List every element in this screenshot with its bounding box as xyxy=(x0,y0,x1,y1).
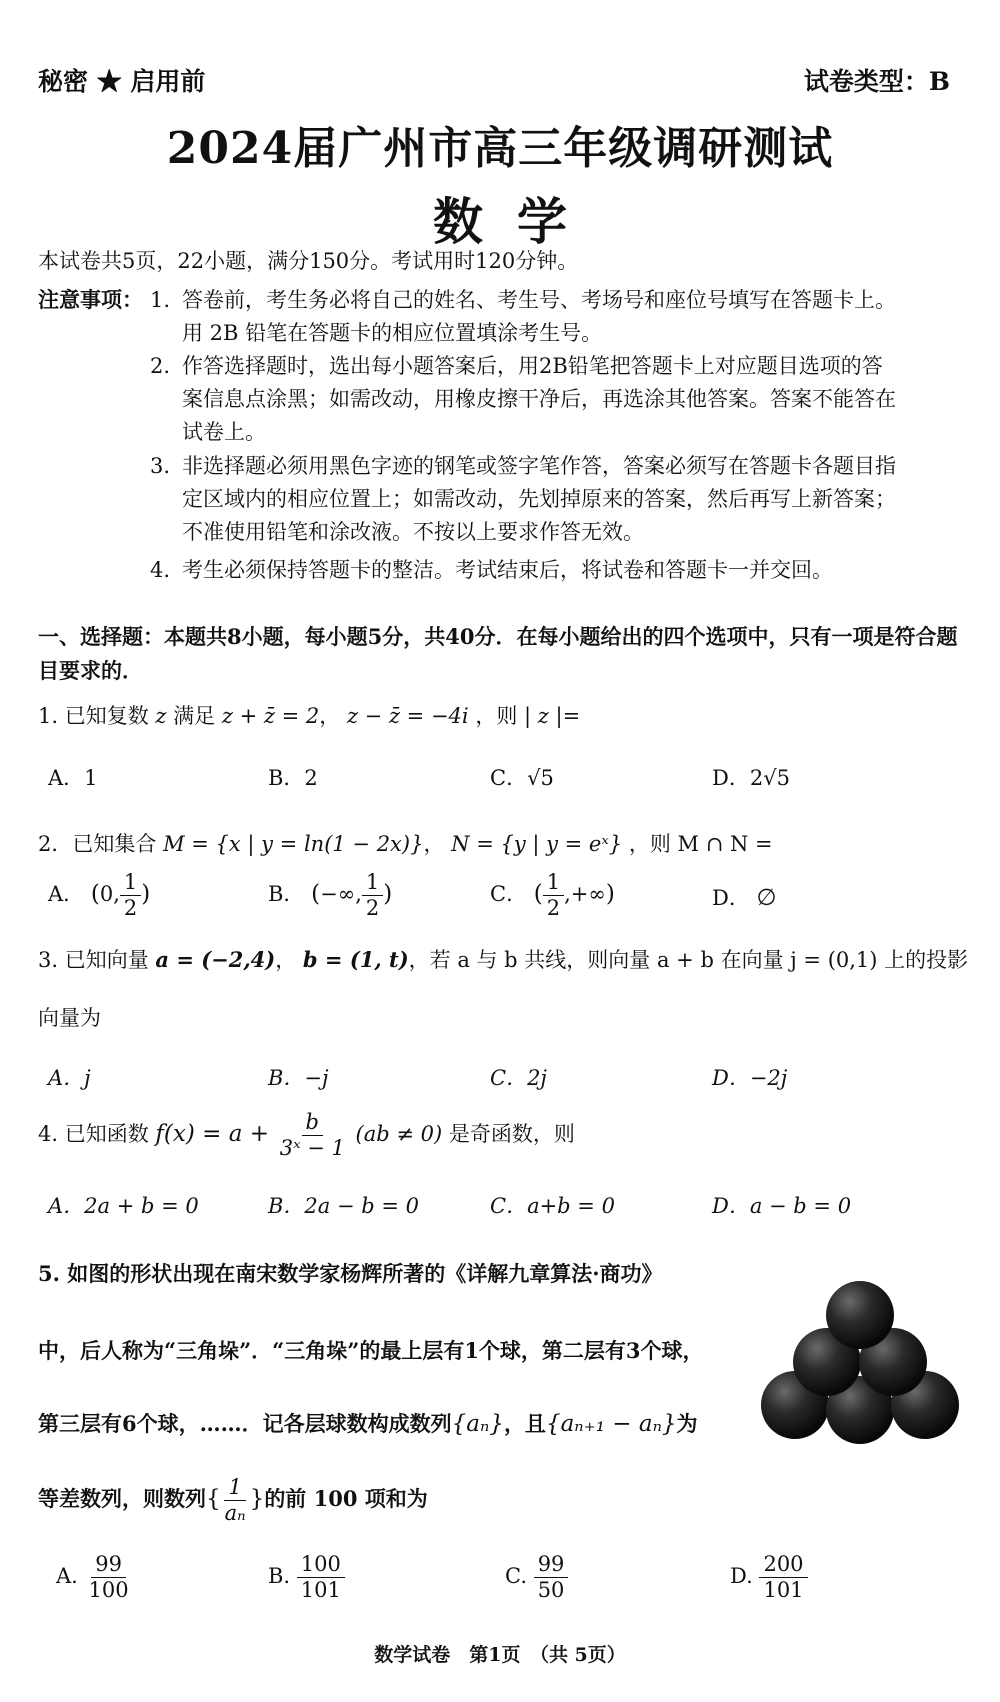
question-2-stem: 2．已知集合 M = {x | y = ln(1 − 2x)}， N = {y | y = eˣ} ，则 M ∩ N = xyxy=(38,832,773,856)
paper-type-label: 试卷类型：B xyxy=(803,67,950,96)
q4-option-a: A．2a + b = 0 xyxy=(48,1194,199,1218)
q3-stem-1: 3. 已知向量 xyxy=(38,948,149,972)
subject-title: 数学 xyxy=(433,192,601,251)
option-fraction xyxy=(759,1552,807,1603)
option-label: C. xyxy=(505,1564,527,1589)
q5-line-4: 等差数列，则数列{ $\frac{1}{\text{aₙ}}$ }的前 100 项和为 xyxy=(38,1475,428,1526)
note-4 xyxy=(150,554,930,587)
q3-option-d: D．−2j xyxy=(712,1066,788,1090)
secret-label: 秘密 ★ 启用前 xyxy=(38,67,206,96)
q5-line-1: 5. 如图的形状出现在南宋数学家杨辉所著的《详解九章算法·商功》 xyxy=(38,1261,663,1286)
q5-sequence-a: {aₙ} xyxy=(451,1411,504,1437)
q3-vector-b: b = (1, t) xyxy=(302,947,409,972)
option-numerator: 100 xyxy=(297,1552,345,1578)
option-fraction xyxy=(534,1552,569,1603)
q5-option-b xyxy=(268,1552,345,1603)
exam-intro: 本试卷共5页，22小题，满分150分。考试用时120分钟。 xyxy=(38,249,579,273)
q5-line-3-pre: 第三层有6个球，……．记各层球数构成数列 xyxy=(38,1411,452,1436)
question-3-stem: 3. 已知向量 a = (−2,4)， b = (1, t)，若 a 与 b 共线，则向量 a + b 在向量 j = (0,1) 上的投影 xyxy=(38,947,969,972)
note-3 xyxy=(150,450,930,549)
option-denominator: 101 xyxy=(763,1578,804,1603)
q5-line-3-mid: ，且 xyxy=(503,1411,546,1436)
option-denominator: 101 xyxy=(300,1578,341,1603)
note-text: 非选择题必须用黑色字迹的钢笔或签字笔作答，答案必须写在答题卡各题目指定区域内的相应位置上；如需改动，先划掉原来的答案，然后再写上新答案；不准使用铅笔和涂改液。不按以上要求作答无效。 xyxy=(182,454,896,544)
q5-numerator: 1 xyxy=(224,1475,245,1501)
question-4-stem xyxy=(38,1110,575,1161)
option-label: A. xyxy=(56,1564,78,1589)
q3-stem-2: ，若 a 与 b 共线，则向量 a + b 在向量 j = (0,1) 上的投影 xyxy=(408,948,969,972)
notes-label: 注意事项： xyxy=(38,287,143,312)
q2-option-d xyxy=(712,882,777,912)
q4-fraction xyxy=(276,1110,349,1161)
q5-line-3 xyxy=(38,1408,758,1438)
note-2 xyxy=(150,350,930,449)
q4-stem-pre: 4. 已知函数 xyxy=(38,1122,149,1147)
option-denominator: 100 xyxy=(88,1578,129,1603)
q5-denominator: aₙ xyxy=(224,1501,246,1526)
q1-condition-1: z + z̄ = 2 xyxy=(221,704,320,728)
q2-option-b: B． (−∞, $\frac{1}{2}$ ) xyxy=(268,870,393,921)
note-number: 4. xyxy=(150,558,171,582)
q5-sequence-diff: {aₙ₊₁ − aₙ} xyxy=(545,1411,677,1437)
q1-stem-post: ，则 xyxy=(475,704,518,728)
q2-set-m: M = {x | y = ln(1 − 2x)} xyxy=(163,832,424,856)
option-label: D． xyxy=(712,886,750,910)
q3-vector-a: a = (−2,4) xyxy=(155,947,276,972)
q1-option-b: B．2 xyxy=(268,766,318,790)
option-fraction xyxy=(297,1552,345,1603)
q4-stem-post: 是奇函数，则 xyxy=(448,1122,575,1147)
q4-condition: (ab ≠ 0) xyxy=(355,1122,443,1147)
q5-line-2: 中，后人称为“三角垛”．“三角垛”的最上层有1个球，第二层有3个球， xyxy=(38,1338,704,1363)
q4-option-b: B．2a − b = 0 xyxy=(268,1194,420,1218)
section-heading: 一、选择题：本题共8小题，每小题5分，共40分．在每小题给出的四个选项中，只有一项是符合题目要求的． xyxy=(38,624,958,683)
q5-line-4-post: 的前 100 项和为 xyxy=(264,1486,428,1512)
q2-option-c: C． ( $\frac{1}{2}$ ,+∞) xyxy=(490,870,615,921)
q2-set-n: N = {y | y = eˣ} xyxy=(451,832,623,856)
q3-option-b: B．−j xyxy=(268,1066,329,1090)
q5-line-3-post: 为 xyxy=(676,1411,698,1436)
note-text: 答卷前，考生务必将自己的姓名、考生号、考场号和座位号填写在答题卡上。用 2B 铅笔在答题卡的相应位置填涂考生号。 xyxy=(182,288,896,345)
option-label: D. xyxy=(730,1564,753,1589)
q4-numerator: b xyxy=(302,1110,323,1136)
option-denominator: 50 xyxy=(537,1578,565,1603)
q5-option-d xyxy=(730,1552,808,1603)
q2-option-a: A． (0, $\frac{1}{2}$ ) xyxy=(48,870,151,921)
q2-stem-pre: 2．已知集合 xyxy=(38,832,157,856)
empty-set-symbol: ∅ xyxy=(756,885,777,911)
option-label: B. xyxy=(268,1564,291,1589)
triangular-pile-illustration xyxy=(755,1270,965,1450)
option-label: C． xyxy=(490,882,528,907)
q3-option-c: C．2j xyxy=(490,1066,547,1090)
note-text: 考生必须保持答题卡的整洁。考试结束后，将试卷和答题卡一并交回。 xyxy=(182,558,833,582)
q5-reciprocal-fraction xyxy=(221,1475,250,1526)
q1-condition-2: z − z̄ = −4i xyxy=(346,704,469,728)
note-text: 作答选择题时，选出每小题答案后，用2B铅笔把答题卡上对应题目选项的答案信息点涂黑；如需改动，用橡皮擦干净后，再选涂其他答案。答案不能答在试卷上。 xyxy=(182,354,896,444)
q4-option-c: C．a+b = 0 xyxy=(490,1194,615,1218)
q4-denominator: 3ˣ − 1 xyxy=(279,1136,345,1161)
note-1 xyxy=(150,284,930,350)
q1-ask: | z |= xyxy=(524,704,581,728)
q1-var: z xyxy=(155,704,167,728)
q3-stem-3: 向量为 xyxy=(38,1006,101,1030)
note-number: 1. xyxy=(150,288,171,312)
q5-option-a xyxy=(56,1552,133,1603)
q1-stem-pre: 1. 已知复数 xyxy=(38,704,149,728)
note-number: 2. xyxy=(150,354,171,378)
q2-stem-post: ，则 M ∩ N = xyxy=(628,832,773,856)
q5-option-c xyxy=(505,1552,568,1603)
option-label: B． xyxy=(268,882,305,907)
q1-option-a: A．1 xyxy=(48,766,98,790)
q5-line-4-pre: 等差数列，则数列 xyxy=(38,1486,206,1512)
q3-option-a: A．j xyxy=(48,1066,91,1090)
q1-option-d: D．2√5 xyxy=(712,766,790,790)
option-numerator: 200 xyxy=(759,1552,807,1578)
ball xyxy=(826,1281,894,1349)
exam-title: 2024届广州市高三年级调研测试 xyxy=(166,123,834,174)
note-number: 3. xyxy=(150,454,171,478)
option-numerator: 99 xyxy=(91,1552,126,1578)
question-1-stem: 1. 已知复数 z 满足 z + z̄ = 2， z − z̄ = −4i ，则 | z |= xyxy=(38,704,581,728)
q4-function: f(x) = a + xyxy=(155,1121,270,1148)
q1-stem-mid: 满足 xyxy=(173,704,216,728)
q1-option-c: C．√5 xyxy=(490,766,554,790)
option-label: A． xyxy=(48,882,85,907)
q4-option-d: D．a − b = 0 xyxy=(712,1194,852,1218)
option-numerator: 99 xyxy=(534,1552,569,1578)
option-fraction xyxy=(85,1552,133,1603)
page-footer: 数学试卷 第1页 （共 5页） xyxy=(374,1644,626,1666)
